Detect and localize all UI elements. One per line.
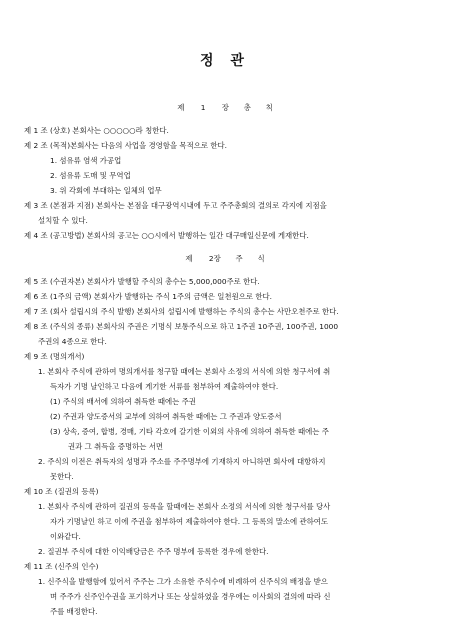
article-9-sub-1: (1) 주식의 배서에 의하여 취득한 때에는 주권 (50, 397, 196, 406)
article-2: 제 2 조 (목적)본회사는 다음의 사업을 경영함을 목적으로 한다. (24, 141, 227, 150)
article-3-cont: 설치할 수 있다. (38, 216, 88, 225)
article-10-item-2: 2. 질권부 주식에 대한 이익배당금은 주주 명부에 등록한 경우에 한한다. (38, 547, 269, 556)
article-9-item-1-cont: 득자가 기명 날인하고 다음에 게기한 서류를 첨부하여 제출하여야 한다. (50, 382, 279, 391)
document-title: 정 관 (200, 53, 250, 69)
article-10-item-1: 1. 본회사 주식에 관하여 질권의 등록을 할때에는 본회사 소정의 서식에 의한 청구서를 당사 (38, 502, 331, 511)
article-1: 제 1 조 (상호) 본회사는 ○○○○○라 칭한다. (24, 126, 169, 135)
article-11-item-1-cont: 며 주주가 신주인수권을 포기하거나 또는 상실하였을 경우에는 이사회의 결의에 따라 신 (50, 592, 331, 601)
article-9-item-1: 1. 본회사 주식에 관하여 명의개서를 청구할 때에는 본회사 소정의 서식에 의한 청구서에 취 (38, 367, 331, 376)
article-5: 제 5 조 (수권자본) 본회사가 발행할 주식의 총수는 5,000,000주로 한다. (24, 277, 260, 286)
article-4: 제 4 조 (공고방법) 본회사의 공고는 ○○시에서 발행하는 일간 대구매일신문에 게재한다. (24, 231, 309, 240)
article-9-item-2: 2. 주식의 이전은 취득자의 성명과 주소를 주주명부에 기재하지 아니하면 회사에 대항하지 (38, 457, 326, 466)
article-10-item-1-cont: 자가 기명날인 하고 이에 주권을 첨부하여 제출하여야 한다. 그 등록의 말소에 관하여도 (50, 517, 329, 526)
article-6: 제 6 조 (1주의 금액) 본회사가 발행하는 주식 1주의 금액은 일천원으로 한다. (24, 292, 272, 301)
chapter-2-heading: 제 2장 주 식 (185, 254, 265, 263)
article-9-sub-3: (3) 상속, 증여, 합병, 경매, 기타 각호에 갈기한 이외의 사유에 의하여 취득한 때에는 주 (50, 427, 329, 436)
article-10: 제 10 조 (질권의 등록) (24, 487, 99, 496)
article-9: 제 9 조 (명의개서) (24, 352, 85, 361)
chapter-1-heading: 제 1 장 총 칙 (177, 103, 273, 112)
article-9-sub-3-cont: 권과 그 취득을 증명하는 서면 (68, 442, 164, 451)
article-9-sub-2: (2) 주권과 양도증서의 교부에 의하여 취득한 때에는 그 주권과 양도증서 (50, 412, 282, 421)
article-3: 제 3 조 (본점과 지점) 본회사는 본점을 대구광역시내에 두고 주주총회의 결의로 각지에 지점을 (24, 201, 327, 210)
article-9-item-2-cont: 못한다. (50, 472, 74, 481)
article-11: 제 11 조 (신주의 인수) (24, 562, 99, 571)
article-8-cont: 주권의 4종으로 한다. (38, 337, 107, 346)
article-10-item-1-cont2: 이와같다. (50, 532, 81, 541)
article-8: 제 8 조 (주식의 종류) 본회사의 주권은 기명식 보통주식으로 하고 1주권 10주권, 100주권, 1000 (24, 322, 339, 331)
article-7: 제 7 조 (회사 설립시의 주식 발행) 본회사의 설립시에 발행하는 주식의 총수는 사만오천주로 한다. (24, 307, 339, 316)
article-2-item-1: 1. 섬유류 염색 가공업 (50, 156, 122, 165)
article-11-item-1-cont2: 주를 배정한다. (50, 607, 98, 616)
article-2-item-2: 2. 섬유류 도매 및 무역업 (50, 171, 131, 180)
article-2-item-3: 3. 위 각회에 부대하는 일체의 업무 (50, 186, 162, 195)
article-11-item-1: 1. 신주식을 발행함에 있어서 주주는 그가 소유한 주식수에 비례하여 신주식의 배정을 받으 (38, 577, 328, 586)
